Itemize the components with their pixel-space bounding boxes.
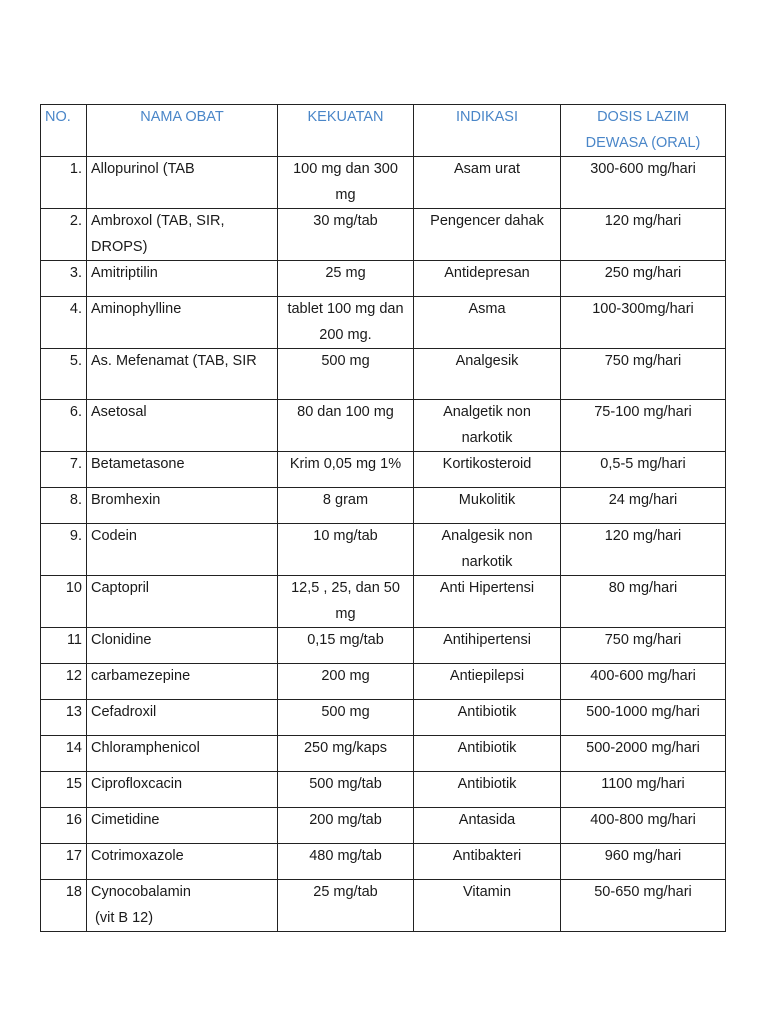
header-indikasi: INDIKASI bbox=[414, 105, 561, 157]
row-dosis bbox=[561, 808, 726, 844]
row-indikasi bbox=[414, 576, 561, 628]
row-dosis bbox=[561, 736, 726, 772]
row-dosis bbox=[561, 844, 726, 880]
row-kekuatan-text: 250 mg/kaps bbox=[303, 740, 388, 756]
row-no-text: 7. bbox=[69, 456, 82, 472]
row-indikasi bbox=[414, 808, 561, 844]
table-row bbox=[41, 736, 726, 772]
table-body bbox=[41, 157, 726, 932]
row-dosis bbox=[561, 297, 726, 349]
row-nama-obat bbox=[87, 808, 278, 844]
row-kekuatan-text: 200 mg bbox=[321, 668, 370, 684]
row-nama-obat bbox=[87, 772, 278, 808]
row-kekuatan bbox=[278, 209, 414, 261]
row-indikasi-text: Vitamin bbox=[462, 884, 512, 900]
row-indikasi-text: Antihipertensi bbox=[443, 632, 531, 648]
row-nama-obat bbox=[87, 400, 278, 452]
row-kekuatan-text: 8 gram bbox=[322, 492, 369, 508]
row-dosis-text: 100-300mg/hari bbox=[592, 301, 694, 317]
row-no-text: 2. bbox=[69, 213, 82, 229]
row-kekuatan bbox=[278, 488, 414, 524]
row-dosis bbox=[561, 349, 726, 400]
row-nama-obat-text: Clonidine bbox=[91, 632, 152, 648]
row-indikasi bbox=[414, 628, 561, 664]
row-kekuatan-text: 100 mg dan 300 mg bbox=[293, 161, 402, 203]
row-kekuatan bbox=[278, 157, 414, 209]
table-row bbox=[41, 524, 726, 576]
row-nama-obat-text: Amitriptilin bbox=[91, 265, 158, 281]
row-dosis-text: 0,5-5 mg/hari bbox=[600, 456, 686, 472]
row-indikasi-text: Antibiotik bbox=[457, 776, 517, 792]
row-indikasi-text: Kortikosteroid bbox=[442, 456, 532, 472]
row-dosis bbox=[561, 261, 726, 297]
row-dosis-text: 300-600 mg/hari bbox=[590, 161, 696, 177]
row-nama-obat-text: Chloramphenicol bbox=[91, 740, 200, 756]
row-indikasi bbox=[414, 157, 561, 209]
row-indikasi-text: Antasida bbox=[458, 812, 516, 828]
row-nama-obat-text: Ciprofloxcacin bbox=[91, 776, 183, 792]
row-dosis-text: 500-2000 mg/hari bbox=[586, 740, 700, 756]
row-indikasi bbox=[414, 880, 561, 932]
row-nama-obat-text: Cimetidine bbox=[91, 812, 160, 828]
row-indikasi bbox=[414, 209, 561, 261]
row-no-text: 3. bbox=[69, 265, 82, 281]
row-no-text: 1. bbox=[69, 161, 82, 177]
row-nama-obat bbox=[87, 209, 278, 261]
row-kekuatan bbox=[278, 880, 414, 932]
row-kekuatan bbox=[278, 576, 414, 628]
row-nama-obat bbox=[87, 157, 278, 209]
row-no bbox=[41, 261, 87, 297]
row-no bbox=[41, 488, 87, 524]
row-nama-obat bbox=[87, 700, 278, 736]
row-no bbox=[41, 209, 87, 261]
row-nama-obat-text: Allopurinol (TAB bbox=[91, 161, 195, 177]
row-no-text: 18 bbox=[65, 884, 82, 900]
row-dosis-text: 750 mg/hari bbox=[604, 353, 682, 369]
row-indikasi-text: Antibakteri bbox=[452, 848, 522, 864]
row-dosis bbox=[561, 628, 726, 664]
row-nama-obat bbox=[87, 524, 278, 576]
row-kekuatan bbox=[278, 400, 414, 452]
row-indikasi bbox=[414, 664, 561, 700]
row-no-text: 12 bbox=[65, 668, 82, 684]
row-indikasi-text: Analgesik bbox=[455, 353, 519, 369]
row-dosis-text: 750 mg/hari bbox=[604, 632, 682, 648]
row-kekuatan bbox=[278, 664, 414, 700]
row-dosis bbox=[561, 772, 726, 808]
row-no bbox=[41, 808, 87, 844]
row-indikasi bbox=[414, 736, 561, 772]
row-indikasi-text: Asma bbox=[468, 301, 506, 317]
row-no bbox=[41, 700, 87, 736]
row-nama-obat bbox=[87, 576, 278, 628]
table-row bbox=[41, 772, 726, 808]
row-no bbox=[41, 628, 87, 664]
row-indikasi bbox=[414, 524, 561, 576]
row-indikasi bbox=[414, 844, 561, 880]
row-kekuatan-text: 10 mg/tab bbox=[313, 528, 378, 544]
row-nama-obat-text: Asetosal bbox=[91, 404, 147, 420]
row-indikasi-text: Anti Hipertensi bbox=[439, 580, 535, 596]
row-indikasi bbox=[414, 488, 561, 524]
row-indikasi bbox=[414, 297, 561, 349]
row-kekuatan-text: 25 mg bbox=[325, 265, 366, 281]
row-nama-obat bbox=[87, 844, 278, 880]
table-row bbox=[41, 844, 726, 880]
row-indikasi bbox=[414, 261, 561, 297]
row-indikasi-text: Mukolitik bbox=[458, 492, 516, 508]
row-kekuatan bbox=[278, 736, 414, 772]
row-indikasi-text: Pengencer dahak bbox=[430, 213, 544, 229]
row-kekuatan-text: 80 dan 100 mg bbox=[297, 404, 394, 420]
row-no bbox=[41, 736, 87, 772]
row-no-text: 16 bbox=[65, 812, 82, 828]
row-no bbox=[41, 349, 87, 400]
row-kekuatan-text: 25 mg/tab bbox=[313, 884, 378, 900]
table-row bbox=[41, 209, 726, 261]
drug-table bbox=[40, 104, 726, 932]
row-no-text: 15 bbox=[65, 776, 82, 792]
row-indikasi bbox=[414, 400, 561, 452]
row-dosis-text: 120 mg/hari bbox=[604, 213, 682, 229]
row-indikasi bbox=[414, 349, 561, 400]
row-no-text: 11 bbox=[66, 632, 82, 648]
row-kekuatan-text: 500 mg bbox=[321, 353, 370, 369]
row-indikasi-text: Analgetik non narkotik bbox=[443, 404, 535, 446]
row-kekuatan bbox=[278, 844, 414, 880]
row-nama-obat-text: As. Mefenamat (TAB, SIR bbox=[91, 353, 257, 369]
header-dosis: DOSIS LAZIM DEWASA (ORAL) bbox=[561, 105, 726, 157]
row-nama-obat bbox=[87, 452, 278, 488]
row-kekuatan bbox=[278, 349, 414, 400]
row-nama-obat-text: Captopril bbox=[91, 580, 150, 596]
row-dosis-text: 400-600 mg/hari bbox=[590, 668, 696, 684]
row-dosis bbox=[561, 157, 726, 209]
row-dosis-text: 960 mg/hari bbox=[604, 848, 682, 864]
row-indikasi-text: Analgesik non narkotik bbox=[441, 528, 537, 570]
row-nama-obat-text: Cefadroxil bbox=[91, 704, 157, 720]
row-dosis-text: 120 mg/hari bbox=[604, 528, 682, 544]
row-no bbox=[41, 297, 87, 349]
row-nama-obat bbox=[87, 261, 278, 297]
header-kekuatan: KEKUATAN bbox=[278, 105, 414, 157]
row-dosis bbox=[561, 700, 726, 736]
row-no-text: 10 bbox=[65, 580, 82, 596]
table-row bbox=[41, 400, 726, 452]
table-row bbox=[41, 452, 726, 488]
row-kekuatan-text: 12,5 , 25, dan 50 mg bbox=[291, 580, 404, 622]
row-no-text: 13 bbox=[65, 704, 82, 720]
row-kekuatan-text: tablet 100 mg dan 200 mg. bbox=[287, 301, 408, 343]
row-indikasi-text: Antidepresan bbox=[444, 265, 530, 281]
row-dosis bbox=[561, 488, 726, 524]
row-indikasi-text: Antibiotik bbox=[457, 704, 517, 720]
table-header-row bbox=[41, 105, 726, 157]
row-nama-obat bbox=[87, 628, 278, 664]
row-dosis-text: 400-800 mg/hari bbox=[590, 812, 696, 828]
row-nama-obat-text: Bromhexin bbox=[91, 492, 161, 508]
header-no: NO. bbox=[41, 105, 87, 157]
row-nama-obat bbox=[87, 488, 278, 524]
row-indikasi-text: Asam urat bbox=[453, 161, 521, 177]
row-kekuatan bbox=[278, 808, 414, 844]
row-no bbox=[41, 844, 87, 880]
row-kekuatan-text: 30 mg/tab bbox=[313, 213, 378, 229]
row-dosis bbox=[561, 524, 726, 576]
table-row bbox=[41, 349, 726, 400]
row-kekuatan-text: 480 mg/tab bbox=[309, 848, 382, 864]
row-kekuatan-text: 500 mg bbox=[321, 704, 370, 720]
row-no-text: 14 bbox=[65, 740, 82, 756]
row-dosis-text: 50-650 mg/hari bbox=[594, 884, 692, 900]
row-kekuatan bbox=[278, 261, 414, 297]
table-row bbox=[41, 297, 726, 349]
row-no bbox=[41, 880, 87, 932]
table-row bbox=[41, 808, 726, 844]
row-no bbox=[41, 576, 87, 628]
table-row bbox=[41, 261, 726, 297]
row-no bbox=[41, 664, 87, 700]
row-nama-obat-text: Cynocobalamin (vit B 12) bbox=[91, 884, 191, 926]
table-row bbox=[41, 700, 726, 736]
row-indikasi bbox=[414, 452, 561, 488]
row-no bbox=[41, 772, 87, 808]
row-nama-obat bbox=[87, 880, 278, 932]
row-no-text: 17 bbox=[65, 848, 82, 864]
row-kekuatan bbox=[278, 772, 414, 808]
row-dosis-text: 24 mg/hari bbox=[608, 492, 678, 508]
row-nama-obat bbox=[87, 349, 278, 400]
row-dosis-text: 500-1000 mg/hari bbox=[586, 704, 700, 720]
row-nama-obat-text: Codein bbox=[91, 528, 137, 544]
row-indikasi-text: Antibiotik bbox=[457, 740, 517, 756]
row-no bbox=[41, 157, 87, 209]
row-kekuatan-text: 200 mg/tab bbox=[309, 812, 382, 828]
row-nama-obat-text: Aminophylline bbox=[91, 301, 182, 317]
row-dosis bbox=[561, 880, 726, 932]
row-kekuatan-text: Krim 0,05 mg 1% bbox=[289, 456, 402, 472]
row-kekuatan bbox=[278, 452, 414, 488]
row-indikasi bbox=[414, 700, 561, 736]
row-nama-obat-text: Cotrimoxazole bbox=[91, 848, 184, 864]
row-dosis bbox=[561, 664, 726, 700]
row-nama-obat bbox=[87, 664, 278, 700]
row-dosis-text: 1100 mg/hari bbox=[601, 776, 685, 792]
row-indikasi-text: Antiepilepsi bbox=[449, 668, 525, 684]
row-indikasi bbox=[414, 772, 561, 808]
row-no bbox=[41, 524, 87, 576]
row-nama-obat bbox=[87, 297, 278, 349]
row-nama-obat-text: carbamezepine bbox=[91, 668, 191, 684]
row-no bbox=[41, 400, 87, 452]
row-kekuatan bbox=[278, 297, 414, 349]
row-dosis-text: 75-100 mg/hari bbox=[594, 404, 692, 420]
row-kekuatan bbox=[278, 628, 414, 664]
row-dosis bbox=[561, 576, 726, 628]
row-nama-obat-text: Ambroxol (TAB, SIR, DROPS) bbox=[91, 213, 229, 255]
table-row bbox=[41, 664, 726, 700]
row-dosis-text: 250 mg/hari bbox=[604, 265, 682, 281]
row-nama-obat bbox=[87, 736, 278, 772]
table-row bbox=[41, 576, 726, 628]
table-row bbox=[41, 880, 726, 932]
row-no-text: 8. bbox=[69, 492, 82, 508]
row-kekuatan-text: 0,15 mg/tab bbox=[307, 632, 384, 648]
row-no-text: 4. bbox=[69, 301, 82, 317]
table-row bbox=[41, 628, 726, 664]
row-no-text: 6. bbox=[69, 404, 82, 420]
row-dosis bbox=[561, 400, 726, 452]
row-dosis bbox=[561, 209, 726, 261]
table-row bbox=[41, 488, 726, 524]
row-kekuatan bbox=[278, 700, 414, 736]
row-no-text: 9. bbox=[69, 528, 82, 544]
row-dosis bbox=[561, 452, 726, 488]
table-row bbox=[41, 157, 726, 209]
row-no-text: 5. bbox=[69, 353, 82, 369]
row-kekuatan bbox=[278, 524, 414, 576]
row-nama-obat-text: Betametasone bbox=[91, 456, 185, 472]
row-kekuatan-text: 500 mg/tab bbox=[309, 776, 382, 792]
row-dosis-text: 80 mg/hari bbox=[608, 580, 678, 596]
header-nama-obat: NAMA OBAT bbox=[87, 105, 278, 157]
row-no bbox=[41, 452, 87, 488]
